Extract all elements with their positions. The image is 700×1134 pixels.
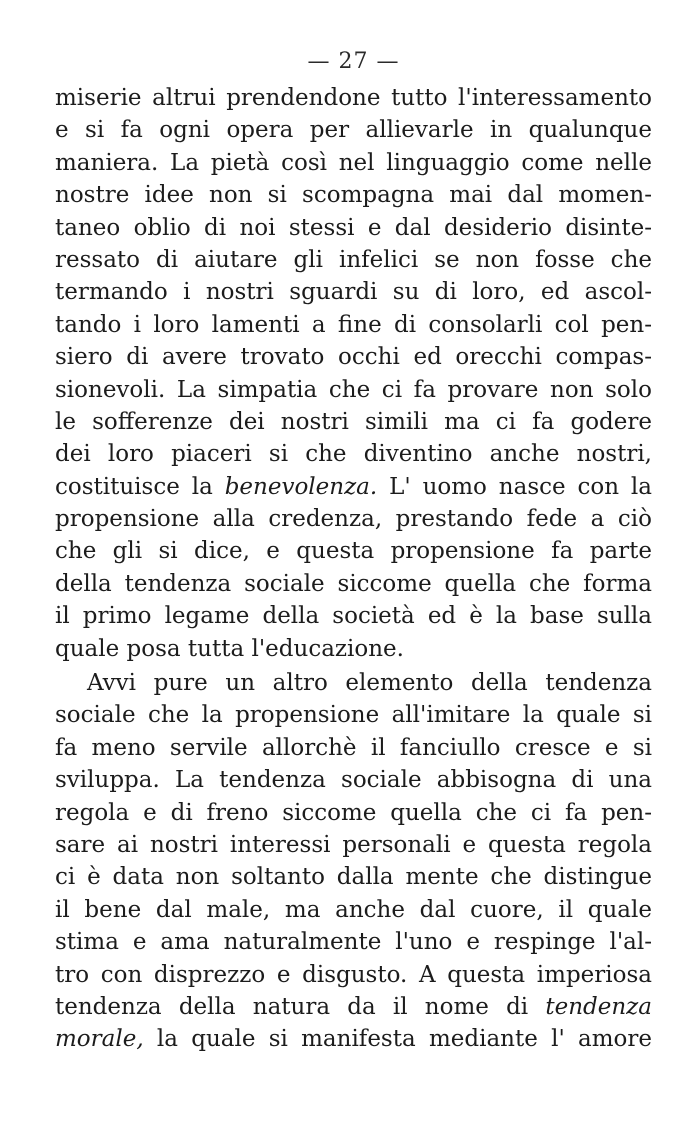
text-line: della tendenza sociale siccome quella che forma — [55, 570, 652, 597]
text-line: ci è data non soltanto dalla mente che distingue — [55, 864, 652, 891]
text-line: le sofferenze dei nostri simili ma ci fa godere — [55, 408, 652, 435]
text-line: sviluppa. La tendenza sociale abbisogna di una — [55, 767, 652, 794]
text-line — [55, 471, 652, 503]
text-line: taneo oblio di noi stessi e dal desiderio disinte- — [55, 214, 652, 241]
italic-term: tendenza — [545, 993, 652, 1020]
paragraph-2 — [55, 667, 652, 1056]
text-line: il bene dal male, ma anche dal cuore, il quale — [55, 896, 652, 923]
text-line: regola e di freno siccome quella che ci fa pen- — [55, 799, 652, 826]
book-page — [55, 42, 652, 1056]
text-line: e si fa ogni opera per allievarle in qualunque — [55, 117, 652, 144]
text-line: Avvi pure un altro elemento della tendenza — [87, 670, 652, 697]
text-line: sare ai nostri interessi personali e questa regola — [55, 831, 652, 858]
italic-term: morale, — [55, 1026, 144, 1053]
text-segment: L' uomo nasce con la — [377, 473, 652, 500]
text-line: propensione alla credenza, prestando fede a ciò — [55, 506, 652, 533]
text-line — [55, 1023, 652, 1055]
text-line: ressato di aiutare gli infelici se non fosse che — [55, 246, 652, 273]
text-segment: costituisce la — [55, 473, 225, 500]
text-line: quale posa tutta l'educazione. — [55, 635, 404, 662]
text-line: nostre idee non si scompagna mai dal momen- — [55, 182, 652, 209]
text-line: dei loro piaceri si che diventino anche nostri, — [55, 441, 652, 468]
text-line — [55, 991, 652, 1023]
text-segment: la quale si manifesta mediante l' amore — [143, 1026, 652, 1053]
text-line: stima e ama naturalmente l'uno e respinge l'al- — [55, 929, 652, 956]
text-line: termando i nostri sguardi su di loro, ed ascol- — [55, 279, 652, 306]
text-line: che gli si dice, e questa propensione fa parte — [55, 538, 652, 565]
text-line: tro con disprezzo e disgusto. A questa imperiosa — [55, 961, 652, 988]
text-line: miserie altrui prendendone tutto l'interessamento — [55, 85, 652, 111]
text-line: fa meno servile allorchè il fanciullo cresce e si — [55, 734, 652, 761]
paragraph-1 — [55, 82, 652, 665]
text-line: tando i loro lamenti a fine di consolarli col pen- — [55, 311, 652, 338]
text-line: il primo legame della società ed è la base sulla — [55, 603, 652, 630]
text-line: sociale che la propensione all'imitare la quale si — [55, 702, 652, 729]
text-line: maniera. La pietà così nel linguaggio come nelle — [55, 149, 652, 176]
italic-term: benevolenza. — [224, 473, 378, 500]
text-segment: tendenza della natura da il nome di — [55, 993, 546, 1020]
text-line: sionevoli. La simpatia che ci fa provare non solo — [55, 376, 652, 403]
page-number: — 27 — — [307, 49, 400, 74]
text-line: siero di avere trovato occhi ed orecchi compas- — [55, 344, 652, 371]
